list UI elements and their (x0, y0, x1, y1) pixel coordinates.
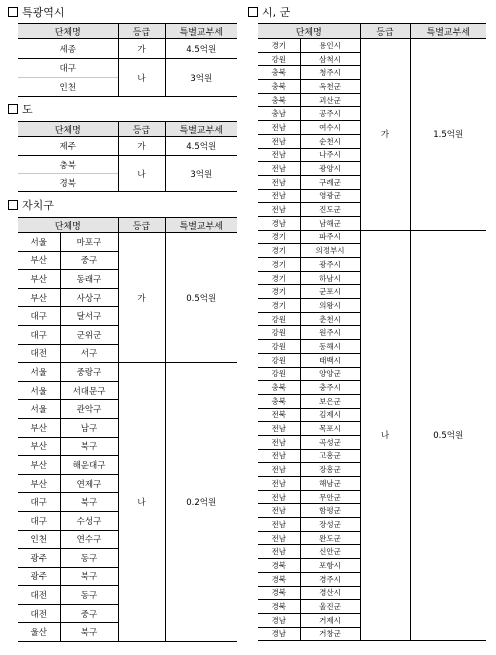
unit-name-cell: 해남군 (300, 477, 360, 491)
region-cell: 광주 (18, 549, 60, 568)
group-grade: 가 (118, 137, 165, 156)
unit-name-cell: 의정부시 (300, 244, 360, 258)
section-title-district: 자치구 (8, 199, 54, 213)
unit-name-cell: 함평군 (300, 504, 360, 518)
row-name: 경북 (18, 174, 118, 192)
section-title-province: 도 (8, 103, 33, 117)
unit-name-cell: 연제구 (60, 474, 118, 493)
unit-name-cell: 곡성군 (300, 435, 360, 449)
unit-name-cell: 경산시 (300, 586, 360, 600)
unit-name-cell: 완도군 (300, 531, 360, 545)
region-cell: 부산 (18, 474, 60, 493)
unit-name-cell: 마포구 (60, 233, 118, 252)
unit-name-cell: 원주시 (300, 326, 360, 340)
header-grade: 등급 (118, 122, 165, 137)
region-cell: 대전 (18, 344, 60, 363)
unit-name-cell: 경주시 (300, 572, 360, 586)
unit-name-cell: 광주시 (300, 258, 360, 272)
header-grant: 특별교부세 (165, 218, 237, 233)
region-cell: 강원 (258, 326, 300, 340)
header-grade: 등급 (118, 24, 165, 39)
unit-name-cell: 무안군 (300, 490, 360, 504)
unit-name-cell: 광양시 (300, 162, 360, 176)
region-cell: 경기 (258, 39, 300, 53)
unit-name-cell: 충주시 (300, 381, 360, 395)
group-grade: 나 (360, 230, 410, 641)
unit-name-cell: 서대문구 (60, 381, 118, 400)
header-grade: 등급 (360, 24, 410, 39)
header-name: 단체명 (18, 24, 118, 39)
unit-name-cell: 용인시 (300, 39, 360, 53)
region-cell: 충북 (258, 394, 300, 408)
unit-name-cell: 군포시 (300, 285, 360, 299)
province-table (18, 121, 237, 192)
region-cell: 울산 (18, 623, 60, 642)
region-cell: 전남 (258, 504, 300, 518)
unit-name-cell: 공주시 (300, 107, 360, 121)
group-grade: 나 (118, 59, 165, 97)
unit-name-cell: 양양군 (300, 367, 360, 381)
region-cell: 경북 (258, 572, 300, 586)
group-amount: 1.5억원 (410, 39, 486, 231)
unit-name-cell: 해운대구 (60, 456, 118, 475)
region-cell: 경기 (258, 271, 300, 285)
region-cell: 전남 (258, 477, 300, 491)
unit-name-cell: 신안군 (300, 545, 360, 559)
region-cell: 경기 (258, 230, 300, 244)
group-grade: 나 (118, 363, 165, 642)
region-cell: 경기 (258, 244, 300, 258)
group-grade: 가 (118, 39, 165, 59)
unit-name-cell: 중랑구 (60, 363, 118, 382)
unit-name-cell: 춘천시 (300, 312, 360, 326)
group-grade: 나 (118, 156, 165, 192)
region-cell: 충북 (258, 80, 300, 94)
region-cell: 강원 (258, 52, 300, 66)
region-cell: 전남 (258, 449, 300, 463)
section-title-metro: 특광역시 (8, 6, 65, 20)
region-cell: 부산 (18, 270, 60, 289)
unit-name-cell: 서구 (60, 344, 118, 363)
header-grant: 특별교부세 (410, 24, 486, 39)
region-cell: 강원 (258, 353, 300, 367)
unit-name-cell: 거창군 (300, 627, 360, 641)
region-cell: 대구 (18, 325, 60, 344)
unit-name-cell: 장흥군 (300, 463, 360, 477)
unit-name-cell: 여수시 (300, 121, 360, 135)
unit-name-cell: 사상구 (60, 288, 118, 307)
region-cell: 전남 (258, 203, 300, 217)
group-amount: 4.5억원 (165, 137, 237, 156)
unit-name-cell: 북구 (60, 493, 118, 512)
region-cell: 전남 (258, 422, 300, 436)
region-cell: 부산 (18, 456, 60, 475)
header-grant: 특별교부세 (165, 122, 237, 137)
city-county-table (258, 23, 486, 641)
region-cell: 충북 (258, 66, 300, 80)
unit-name-cell: 고흥군 (300, 449, 360, 463)
group-grade: 가 (118, 233, 165, 363)
region-cell: 전남 (258, 175, 300, 189)
unit-name-cell: 영광군 (300, 189, 360, 203)
region-cell: 강원 (258, 367, 300, 381)
header-name: 단체명 (18, 122, 118, 137)
unit-name-cell: 동래구 (60, 270, 118, 289)
group-amount: 3억원 (165, 156, 237, 192)
row-name: 세종 (18, 39, 118, 59)
row-name: 대구 (18, 59, 118, 78)
region-cell: 전남 (258, 463, 300, 477)
region-cell: 경북 (258, 600, 300, 614)
unit-name-cell: 삼척시 (300, 52, 360, 66)
group-amount: 0.5억원 (165, 233, 237, 363)
region-cell: 경북 (258, 586, 300, 600)
region-cell: 경남 (258, 627, 300, 641)
district-table (18, 217, 237, 642)
region-cell: 전남 (258, 518, 300, 532)
checkbox-square-icon (8, 7, 18, 17)
region-cell: 경남 (258, 216, 300, 230)
unit-name-cell: 태백시 (300, 353, 360, 367)
region-cell: 부산 (18, 251, 60, 270)
region-cell: 서울 (18, 233, 60, 252)
group-amount: 4.5억원 (165, 39, 237, 59)
unit-name-cell: 북구 (60, 623, 118, 642)
region-cell: 전남 (258, 435, 300, 449)
unit-name-cell: 달서구 (60, 307, 118, 326)
row-name: 인천 (18, 78, 118, 97)
region-cell: 부산 (18, 437, 60, 456)
region-cell: 대전 (18, 586, 60, 605)
region-cell: 서울 (18, 381, 60, 400)
region-cell: 경기 (258, 258, 300, 272)
unit-name-cell: 동구 (60, 586, 118, 605)
region-cell: 광주 (18, 567, 60, 586)
unit-name-cell: 관악구 (60, 400, 118, 419)
section-title-city-county: 시, 군 (248, 6, 290, 20)
unit-name-cell: 북구 (60, 437, 118, 456)
region-cell: 전남 (258, 545, 300, 559)
unit-name-cell: 장성군 (300, 518, 360, 532)
region-cell: 전북 (258, 408, 300, 422)
checkbox-square-icon (8, 200, 18, 210)
unit-name-cell: 중구 (60, 604, 118, 623)
region-cell: 부산 (18, 418, 60, 437)
unit-name-cell: 하남시 (300, 271, 360, 285)
region-cell: 전남 (258, 531, 300, 545)
region-cell: 경기 (258, 285, 300, 299)
checkbox-square-icon (8, 104, 18, 114)
group-grade: 가 (360, 39, 410, 231)
region-cell: 경기 (258, 299, 300, 313)
region-cell: 대전 (18, 604, 60, 623)
unit-name-cell: 청주시 (300, 66, 360, 80)
region-cell: 경북 (258, 559, 300, 573)
unit-name-cell: 순천시 (300, 134, 360, 148)
region-cell: 서울 (18, 363, 60, 382)
row-name: 제주 (18, 137, 118, 156)
region-cell: 경남 (258, 613, 300, 627)
region-cell: 충북 (258, 93, 300, 107)
unit-name-cell: 파주시 (300, 230, 360, 244)
unit-name-cell: 구례군 (300, 175, 360, 189)
region-cell: 인천 (18, 530, 60, 549)
region-cell: 대구 (18, 307, 60, 326)
header-grant: 특별교부세 (165, 24, 237, 39)
unit-name-cell: 거제시 (300, 613, 360, 627)
unit-name-cell: 동구 (60, 549, 118, 568)
unit-name-cell: 진도군 (300, 203, 360, 217)
group-amount: 0.2억원 (165, 363, 237, 642)
group-amount: 3억원 (165, 59, 237, 97)
region-cell: 전남 (258, 134, 300, 148)
unit-name-cell: 북구 (60, 567, 118, 586)
unit-name-cell: 군위군 (60, 325, 118, 344)
region-cell: 전남 (258, 148, 300, 162)
unit-name-cell: 동해시 (300, 340, 360, 354)
header-name: 단체명 (18, 218, 118, 233)
unit-name-cell: 보은군 (300, 394, 360, 408)
region-cell: 강원 (258, 312, 300, 326)
region-cell: 서울 (18, 400, 60, 419)
region-cell: 강원 (258, 340, 300, 354)
unit-name-cell: 김제시 (300, 408, 360, 422)
metro-table (18, 23, 237, 97)
header-name: 단체명 (258, 24, 360, 39)
region-cell: 부산 (18, 288, 60, 307)
region-cell: 전남 (258, 189, 300, 203)
header-grade: 등급 (118, 218, 165, 233)
unit-name-cell: 괴산군 (300, 93, 360, 107)
region-cell: 전남 (258, 162, 300, 176)
unit-name-cell: 수성구 (60, 511, 118, 530)
region-cell: 충남 (258, 107, 300, 121)
region-cell: 대구 (18, 493, 60, 512)
unit-name-cell: 중구 (60, 251, 118, 270)
unit-name-cell: 나주시 (300, 148, 360, 162)
unit-name-cell: 옥천군 (300, 80, 360, 94)
group-amount: 0.5억원 (410, 230, 486, 641)
region-cell: 충북 (258, 381, 300, 395)
region-cell: 전남 (258, 121, 300, 135)
unit-name-cell: 포항시 (300, 559, 360, 573)
unit-name-cell: 울진군 (300, 600, 360, 614)
region-cell: 대구 (18, 511, 60, 530)
unit-name-cell: 연수구 (60, 530, 118, 549)
row-name: 충북 (18, 156, 118, 174)
unit-name-cell: 의왕시 (300, 299, 360, 313)
unit-name-cell: 남해군 (300, 216, 360, 230)
region-cell: 전남 (258, 490, 300, 504)
unit-name-cell: 남구 (60, 418, 118, 437)
checkbox-square-icon (248, 7, 258, 17)
unit-name-cell: 목포시 (300, 422, 360, 436)
